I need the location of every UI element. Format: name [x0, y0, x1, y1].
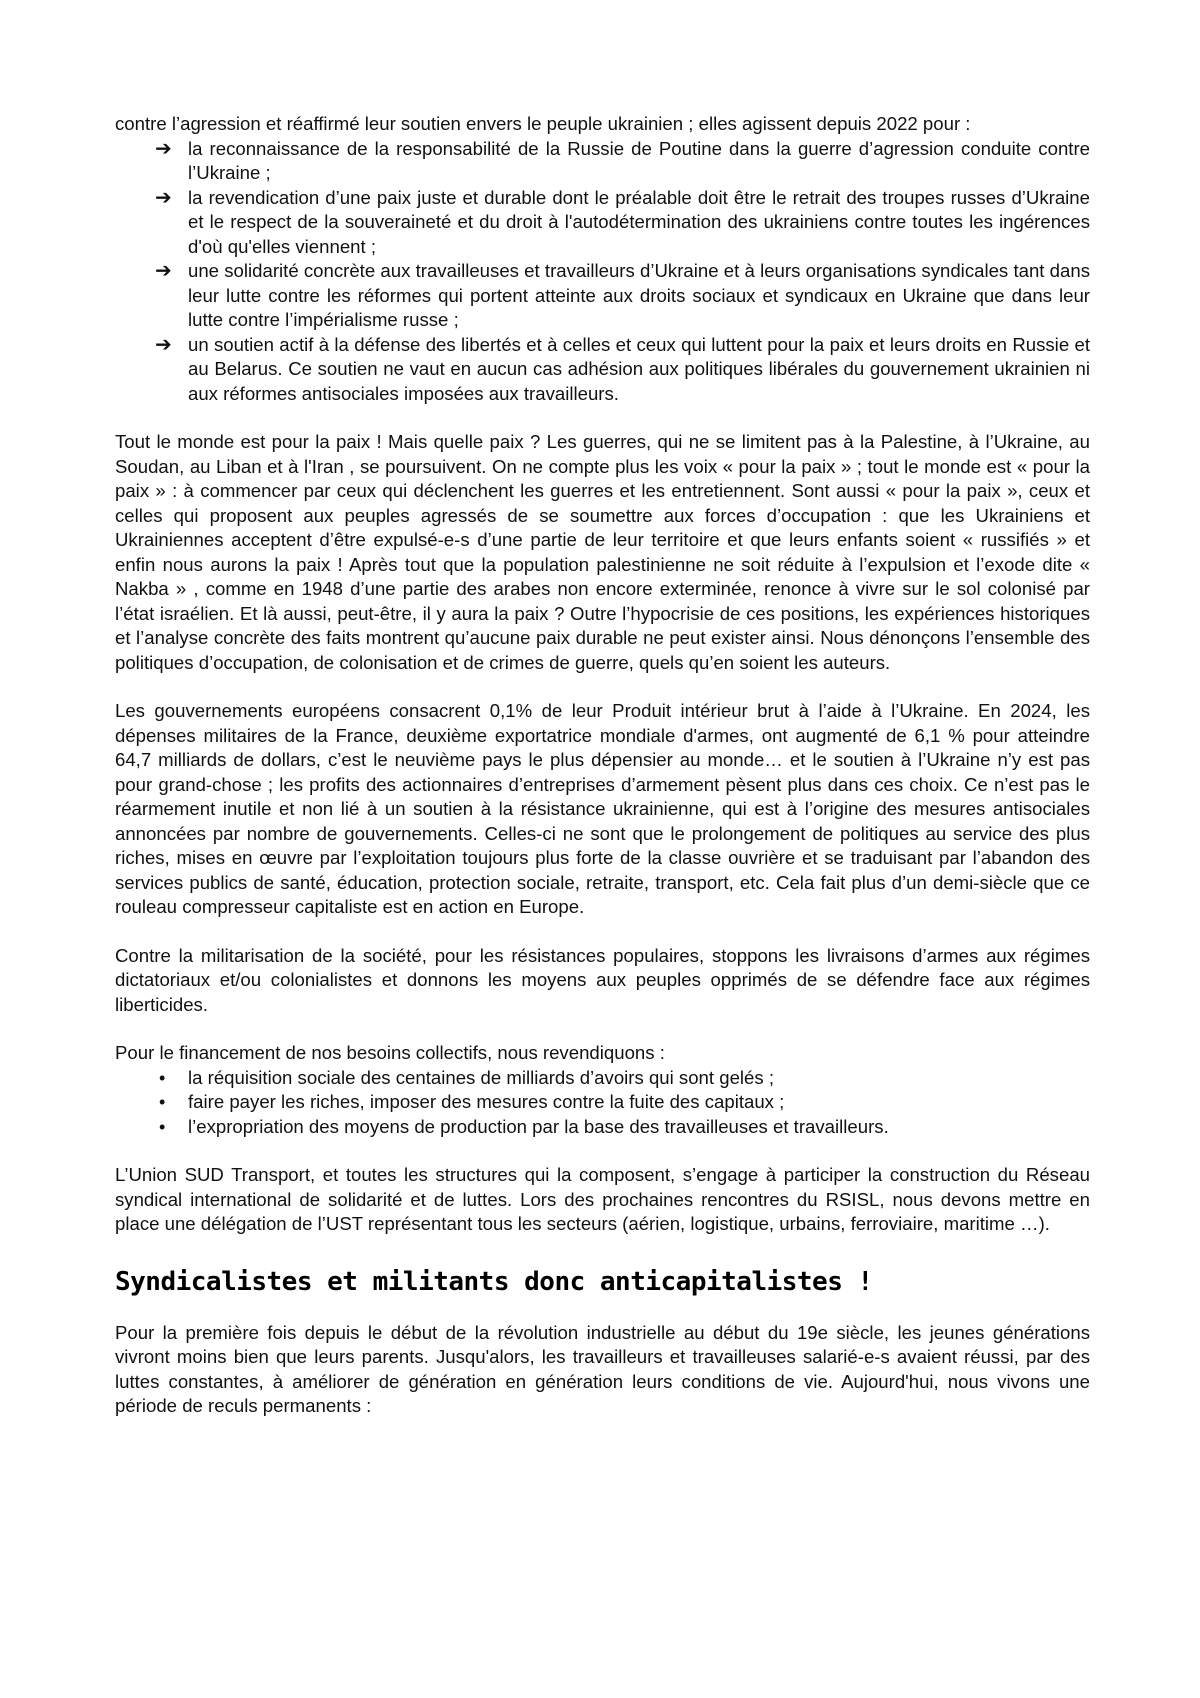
arrow-right-icon: ➔	[155, 260, 172, 282]
financement-block	[115, 1041, 1090, 1139]
document-page	[115, 112, 1090, 1419]
intro-paragraph: contre l’agression et réaffirmé leur soutien envers le peuple ukrainien ; elles agissent depuis 2022 pour :	[115, 113, 971, 134]
paragraph-paix: Tout le monde est pour la paix ! Mais quelle paix ? Les guerres, qui ne se limitent pas à la Palestine, à l’Ukraine, au Soudan, au Liban et à l'Iran , se poursuivent. On ne compte plus les voix « pour la paix » ; tout le monde est « pour la paix » : à commencer par ceux qui déclenchent les guerres et les entretiennent. Sont aussi « pour la paix », ceux et celles qui proposent aux peuples agressés de se soumettre aux forces d’occupation : que les Ukrainiens et Ukrainiennes acceptent d’être expulsé-e-s d’une partie de leur territoire et que leurs enfants soient « russifiés » et enfin nous aurons la paix ! Après tout que la population palestinienne ne soit réduite à l’expulsion et l’exode dite « Nakba » , comme en 1948 d’une partie des arabes non encore exterminée, renonce à vivre sur le sol colonisé par l’état israélien. Et là aussi, peut-être, il y aura la paix ? Outre l’hypocrisie de ces positions, les expériences historiques et l’analyse concrète des faits montrent qu’aucune paix durable ne peut exister ainsi. Nous dénonçons l’ensemble des politiques d’occupation, de colonisation et de crimes de guerre, quels qu’en soient les auteurs.	[115, 431, 1090, 673]
arrow-list-item	[115, 333, 1090, 407]
arrow-item-text: la reconnaissance de la responsabilité de la Russie de Poutine dans la guerre d’agression conduite contre l’Ukraine ;	[188, 137, 1090, 183]
bullet-item-text: l’expropriation des moyens de production par la base des travailleuses et travailleurs.	[188, 1115, 889, 1137]
bullet-list-item	[115, 1066, 1090, 1091]
paragraph-final: Pour la première fois depuis le début de la révolution industrielle au début du 19e siècle, les jeunes générations vivront moins bien que leurs parents. Jusqu'alors, les travailleurs et travailleuses salarié-e-s avaient réussi, par des luttes constantes, à améliorer de génération en génération leurs conditions de vie. Aujourd'hui, nous vivons une période de reculs permanents :	[115, 1321, 1090, 1416]
demands-arrow-list	[115, 137, 1090, 407]
paragraph-gouvernements: Les gouvernements européens consacrent 0,1% de leur Produit intérieur brut à l’aide à l’Ukraine. En 2024, les dépenses militaires de la France, deuxième exportatrice mondiale d'armes, ont augmenté de 6,1 % pour atteindre 64,7 milliards de dollars, c’est le neuvième pays le plus dépensier au monde… et le soutien à l’Ukraine n’y est pas pour grand-chose ; les profits des actionnaires d’entreprises d’armement pèsent plus dans ces choix. Ce n’est pas le réarmement inutile et non lié à un soutien à la résistance ukrainienne, qui est à l’origine des mesures antisociales annoncées par nombre de gouvernements. Celles-ci ne sont que le prolongement de politiques au service des plus riches, mises en œuvre par l’exploitation toujours plus forte de la classe ouvrière et se traduisant par l’abandon des services publics de santé, éducation, protection sociale, retraite, transport, etc. Cela fait plus d’un demi-siècle que ce rouleau compresseur capitaliste est en action en Europe.	[115, 700, 1090, 917]
arrow-item-text: la revendication d’une paix juste et durable dont le préalable doit être le retrait des troupes russes d’Ukraine et le respect de la souveraineté et du droit à l'autodétermination des ukrainiens contre toutes les ingérences d'où qu'elles viennent ;	[188, 186, 1090, 257]
financement-bullet-list	[115, 1066, 1090, 1140]
arrow-list-item	[115, 259, 1090, 333]
bullet-icon: •	[159, 1116, 166, 1137]
arrow-list-item	[115, 137, 1090, 186]
paragraph-ust: L’Union SUD Transport, et toutes les structures qui la composent, s’engage à participer la construction du Réseau syndical international de solidarité et de luttes. Lors des prochaines rencontres du RSISL, nous devons mettre en place une délégation de l’UST représentant tous les secteurs (aérien, logistique, urbains, ferroviaire, maritime …).	[115, 1164, 1090, 1234]
paragraph-militarisation: Contre la militarisation de la société, pour les résistances populaires, stoppons les livraisons d’armes aux régimes dictatoriaux et/ou colonialistes et donnons les moyens aux peuples opprimés de se défendre face aux régimes liberticides.	[115, 944, 1090, 1015]
bullet-icon: •	[159, 1092, 166, 1112]
arrow-right-icon: ➔	[155, 333, 172, 356]
arrow-list-item	[115, 186, 1090, 260]
section-heading: Syndicalistes et militants donc anticapitalistes !	[115, 1266, 873, 1297]
bullet-item-text: la réquisition sociale des centaines de milliards d’avoirs qui sont gelés ;	[188, 1066, 775, 1088]
arrow-right-icon: ➔	[155, 137, 172, 160]
financement-intro: Pour le financement de nos besoins collectifs, nous revendiquons :	[115, 1042, 665, 1063]
bullet-list-item	[115, 1090, 1090, 1115]
bullet-list-item	[115, 1115, 1090, 1140]
bullet-item-text: faire payer les riches, imposer des mesures contre la fuite des capitaux ;	[188, 1091, 785, 1112]
intro-block	[115, 112, 1090, 406]
arrow-item-text: un soutien actif à la défense des libertés et à celles et ceux qui luttent pour la paix et leurs droits en Russie et au Belarus. Ce soutien ne vaut en aucun cas adhésion aux politiques libérales du gouvernement ukrainien ni aux réformes antisociales imposées aux travailleurs.	[188, 333, 1090, 404]
bullet-icon: •	[159, 1067, 166, 1088]
arrow-right-icon: ➔	[155, 186, 172, 209]
arrow-item-text: une solidarité concrète aux travailleuses et travailleurs d’Ukraine et à leurs organisations syndicales tant dans leur lutte contre les réformes qui portent atteinte aux droits sociaux et syndicaux en Ukraine que dans leur lutte contre l’impérialisme russe ;	[188, 260, 1090, 330]
